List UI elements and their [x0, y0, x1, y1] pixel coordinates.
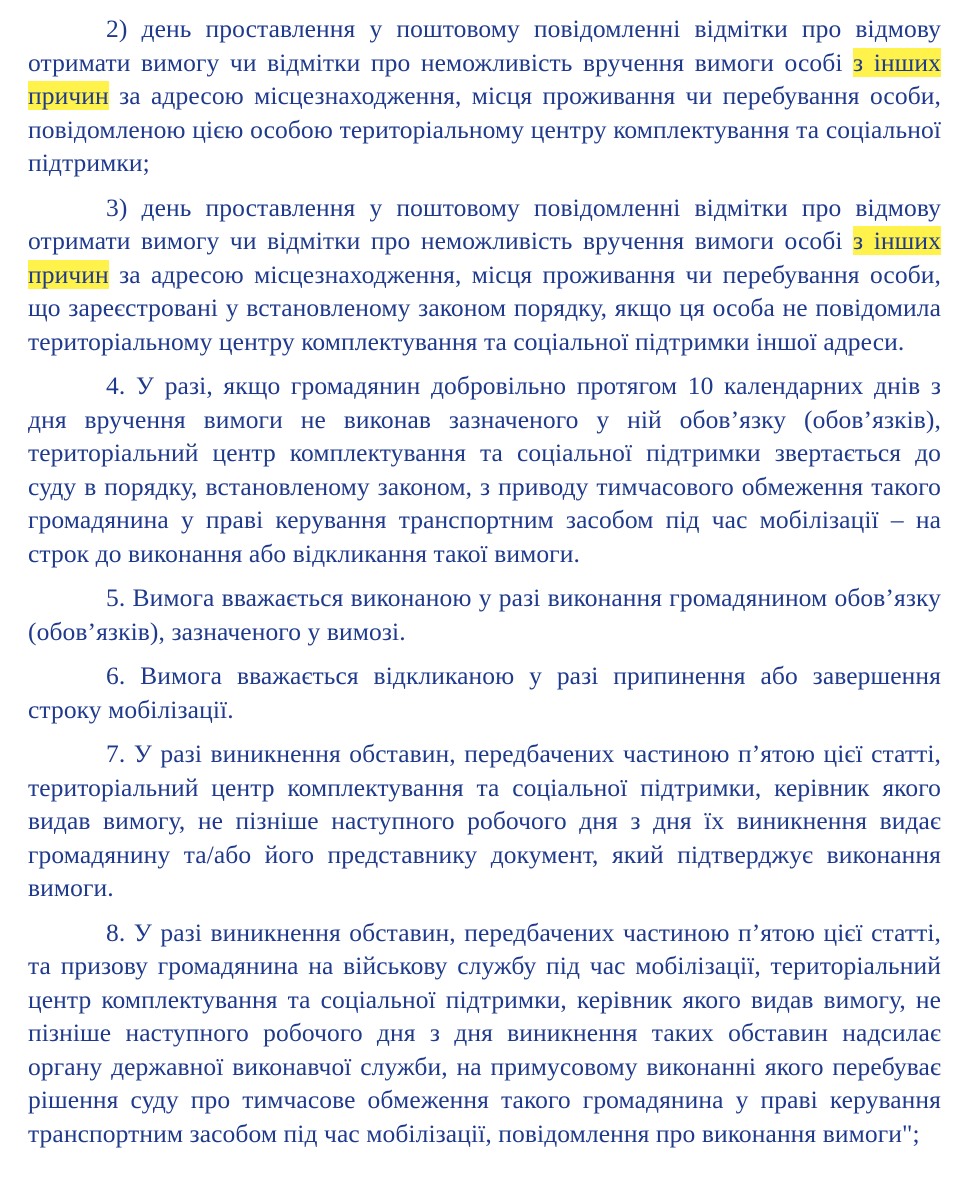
paragraph-text: 5. Вимога вважається виконаною у разі виконання громадянином обов’язку (обов’язків), зазначеного у вимозі.: [28, 583, 941, 646]
paragraph-text: 4. У разі, якщо громадянин добровільно протягом 10 календарних днів з дня вручення вимоги не виконав зазначеного у ній обов’язку (обов’язків), територіальний центр комплектування та соціальної підтримки звертається до суду в порядку, встановленому законом, з приводу тимчасового обмеження такого громадянина у праві керування транспортним засобом під час мобілізації – на строк до виконання або відкликання такої вимоги.: [28, 371, 941, 568]
highlighted-text: з інших причин: [28, 226, 941, 289]
paragraph-part-6: [28, 659, 941, 726]
paragraph-item-2: [28, 12, 941, 180]
paragraph-text: 3) день проставлення у поштовому повідомленні відмітки про відмову отримати вимогу чи відмітки про неможливість вручення вимоги особі: [28, 192, 941, 255]
paragraph-text: за адресою місцезнаходження, місця проживання чи перебування особи, що зареєстровані у встановленому законом порядку, якщо ця особа не повідомила територіальному центру комплектування та соціальної підтримки іншої адреси.: [28, 259, 941, 356]
highlighted-text: з інших причин: [28, 47, 941, 110]
paragraph-text: 7. У разі виникнення обставин, передбачених частиною п’ятою цієї статті, територіальний центр комплектування та соціальної підтримки, керівник якого видав вимогу, не пізніше наступного робочого дня з дня їх виникнення видає громадянину та/або його представнику документ, який підтверджує виконання вимоги.: [28, 739, 941, 902]
paragraph-part-4: [28, 369, 941, 570]
paragraph-text: за адресою місцезнаходження, місця проживання чи перебування особи, повідомленою цією особою територіальному центру комплектування та соціальної підтримки;: [28, 81, 941, 177]
paragraph-text: 2) день проставлення у поштовому повідомленні відмітки про відмову отримати вимогу чи відмітки про неможливість вручення вимоги особі: [28, 14, 941, 77]
paragraph-text: 6. Вимога вважається відкликаною у разі припинення або завершення строку мобілізації.: [28, 661, 941, 724]
paragraph-part-7: [28, 737, 941, 905]
paragraph-item-3: [28, 191, 941, 359]
paragraph-text: 8. У разі виникнення обставин, передбачених частиною п’ятою цієї статті, та призову громадянина на військову службу під час мобілізації, територіальний центр комплектування та соціальної підтримки, керівник якого видав вимогу, не пізніше наступного робочого дня з дня виникнення таких обставин надсилає органу державної виконавчої служби, на примусовому виконанні якого перебуває рішення суду про тимчасове обмеження такого громадянина у праві керування транспортним засобом під час мобілізації, повідомлення про виконання вимоги";: [28, 917, 941, 1148]
document-page: [28, 12, 941, 1161]
paragraph-part-5: [28, 581, 941, 648]
paragraph-part-8: [28, 916, 941, 1151]
